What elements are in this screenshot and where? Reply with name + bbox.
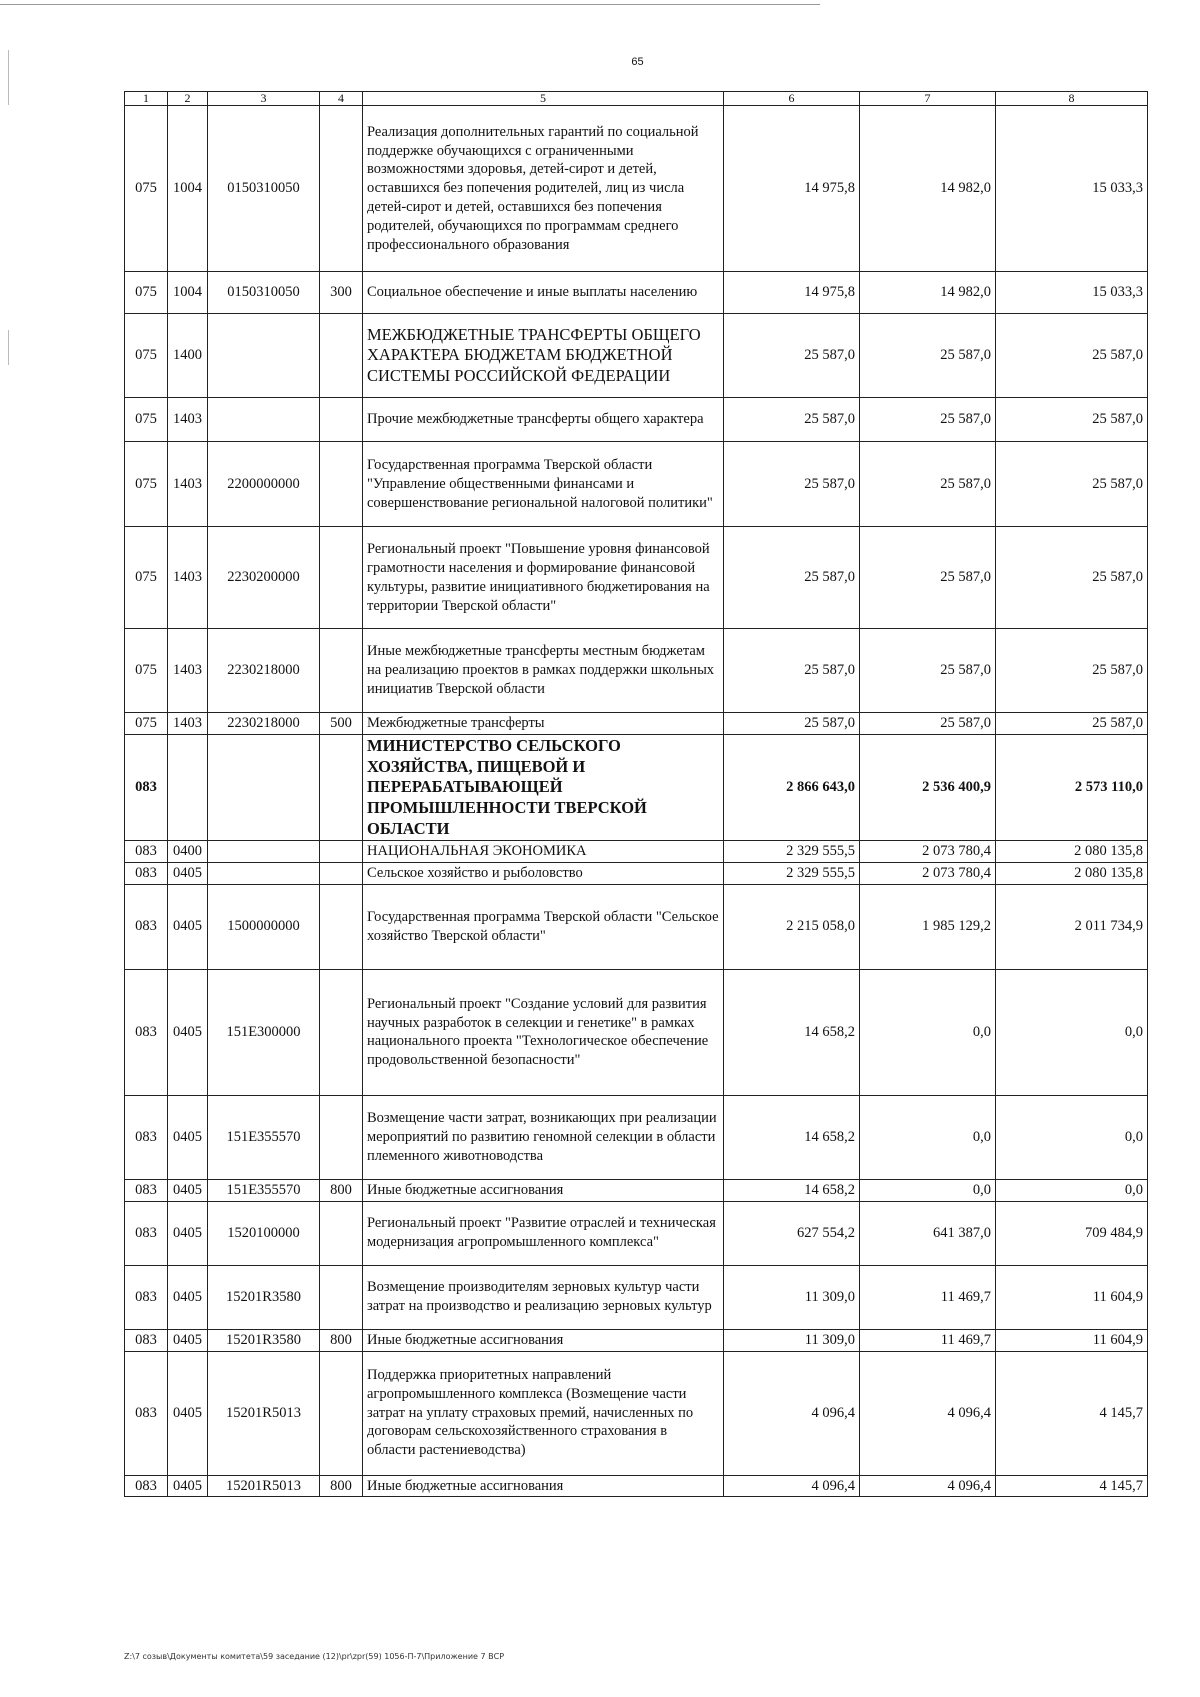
admin-code-cell: 083 (125, 1329, 168, 1351)
section-code-cell: 0405 (168, 1179, 208, 1201)
amount-cell: 25 587,0 (996, 398, 1148, 442)
amount-cell: 2 073 780,4 (860, 863, 996, 885)
expense-type-cell (320, 527, 363, 629)
expense-type-cell (320, 1351, 363, 1475)
section-code-cell: 1403 (168, 398, 208, 442)
amount-cell: 2 011 734,9 (996, 884, 1148, 969)
amount-cell: 2 573 110,0 (996, 735, 1148, 841)
description-cell: НАЦИОНАЛЬНАЯ ЭКОНОМИКА (363, 841, 724, 863)
expense-type-cell (320, 442, 363, 527)
expense-type-cell (320, 1095, 363, 1179)
admin-code-cell: 083 (125, 1265, 168, 1329)
target-article-cell: 2230200000 (208, 527, 320, 629)
admin-code-cell: 083 (125, 841, 168, 863)
target-article-cell (208, 841, 320, 863)
description-cell: Региональный проект "Развитие отраслей и техническая модернизация агропромышленного комплекса" (363, 1201, 724, 1265)
amount-cell: 14 975,8 (724, 272, 860, 314)
amount-cell: 25 587,0 (996, 527, 1148, 629)
section-code-cell: 0405 (168, 884, 208, 969)
amount-cell: 2 215 058,0 (724, 884, 860, 969)
table-row (125, 735, 1148, 841)
section-code-cell: 0405 (168, 863, 208, 885)
section-code-cell: 1004 (168, 272, 208, 314)
target-article-cell: 15201R3580 (208, 1329, 320, 1351)
description-cell: Возмещение части затрат, возникающих при реализации мероприятий по развитию геномной селекции в области племенного животноводства (363, 1095, 724, 1179)
target-article-cell (208, 398, 320, 442)
target-article-cell: 151E355570 (208, 1179, 320, 1201)
amount-cell: 14 975,8 (724, 106, 860, 272)
amount-cell: 25 587,0 (724, 527, 860, 629)
expense-type-cell: 500 (320, 713, 363, 735)
target-article-cell: 0150310050 (208, 106, 320, 272)
amount-cell: 2 073 780,4 (860, 841, 996, 863)
amount-cell: 2 536 400,9 (860, 735, 996, 841)
amount-cell: 25 587,0 (860, 314, 996, 398)
table-row (125, 1095, 1148, 1179)
target-article-cell: 151E300000 (208, 969, 320, 1095)
table-row (125, 1475, 1148, 1497)
admin-code-cell: 083 (125, 1351, 168, 1475)
section-code-cell: 1403 (168, 629, 208, 713)
admin-code-cell: 075 (125, 272, 168, 314)
amount-cell: 25 587,0 (860, 629, 996, 713)
page-number: 65 (631, 56, 644, 68)
table-row (125, 272, 1148, 314)
amount-cell: 4 145,7 (996, 1351, 1148, 1475)
amount-cell: 14 982,0 (860, 272, 996, 314)
target-article-cell (208, 863, 320, 885)
description-cell: Прочие межбюджетные трансферты общего характера (363, 398, 724, 442)
target-article-cell (208, 314, 320, 398)
target-article-cell: 15201R3580 (208, 1265, 320, 1329)
amount-cell: 2 329 555,5 (724, 863, 860, 885)
column-number: 8 (996, 92, 1148, 106)
expense-type-cell (320, 884, 363, 969)
description-cell: Иные бюджетные ассигнования (363, 1329, 724, 1351)
amount-cell: 0,0 (996, 969, 1148, 1095)
amount-cell: 15 033,3 (996, 272, 1148, 314)
amount-cell: 4 096,4 (724, 1351, 860, 1475)
target-article-cell: 1500000000 (208, 884, 320, 969)
amount-cell: 4 145,7 (996, 1475, 1148, 1497)
column-number: 3 (208, 92, 320, 106)
admin-code-cell: 083 (125, 863, 168, 885)
table-row (125, 398, 1148, 442)
target-article-cell (208, 735, 320, 841)
amount-cell: 4 096,4 (860, 1351, 996, 1475)
section-code-cell: 0405 (168, 1475, 208, 1497)
target-article-cell: 15201R5013 (208, 1351, 320, 1475)
admin-code-cell: 075 (125, 106, 168, 272)
target-article-cell: 2230218000 (208, 629, 320, 713)
amount-cell: 14 658,2 (724, 969, 860, 1095)
admin-code-cell: 083 (125, 1201, 168, 1265)
description-cell: Иные межбюджетные трансферты местным бюджетам на реализацию проектов в рамках поддержки школьных инициатив Тверской области (363, 629, 724, 713)
column-number: 4 (320, 92, 363, 106)
expense-type-cell: 300 (320, 272, 363, 314)
target-article-cell: 15201R5013 (208, 1475, 320, 1497)
amount-cell: 0,0 (860, 1179, 996, 1201)
description-cell: Сельское хозяйство и рыболовство (363, 863, 724, 885)
amount-cell: 25 587,0 (724, 629, 860, 713)
section-code-cell: 0405 (168, 1329, 208, 1351)
admin-code-cell: 075 (125, 398, 168, 442)
admin-code-cell: 083 (125, 1095, 168, 1179)
description-cell: Межбюджетные трансферты (363, 713, 724, 735)
description-cell: Поддержка приоритетных направлений агропромышленного комплекса (Возмещение части затрат на уплату страховых премий, начисленных по договорам сельскохозяйственного страхования в области растениеводства) (363, 1351, 724, 1475)
admin-code-cell: 083 (125, 1475, 168, 1497)
admin-code-cell: 075 (125, 527, 168, 629)
amount-cell: 25 587,0 (860, 713, 996, 735)
section-code-cell: 0405 (168, 1095, 208, 1179)
description-cell: Возмещение производителям зерновых культур части затрат на производство и реализацию зерновых культур (363, 1265, 724, 1329)
table-row (125, 884, 1148, 969)
amount-cell: 0,0 (860, 969, 996, 1095)
admin-code-cell: 075 (125, 314, 168, 398)
amount-cell: 25 587,0 (724, 713, 860, 735)
amount-cell: 25 587,0 (996, 442, 1148, 527)
scan-margin-mark (8, 330, 9, 365)
expense-type-cell (320, 969, 363, 1095)
column-number: 2 (168, 92, 208, 106)
amount-cell: 14 658,2 (724, 1179, 860, 1201)
amount-cell: 4 096,4 (724, 1475, 860, 1497)
section-code-cell: 1400 (168, 314, 208, 398)
footer-file-path: Z:\7 созыв\Документы комитета\59 заседание (12)\pr\zpr(59) 1056-П-7\Приложение 7 ВСР (124, 1652, 505, 1661)
column-number-row (125, 92, 1148, 106)
section-code-cell: 0400 (168, 841, 208, 863)
description-cell: Региональный проект "Повышение уровня финансовой грамотности населения и формирование финансовой культуры, развитие инициативного бюджетирования на территории Тверской области" (363, 527, 724, 629)
amount-cell: 25 587,0 (724, 442, 860, 527)
description-cell: Реализация дополнительных гарантий по социальной поддержке обучающихся с ограниченными возможностями здоровья, детей-сирот и детей, оставшихся без попечения родителей, лиц из числа детей-сирот и детей, оставшихся без попечения родителей, обучающихся по программам среднего профессионального образования (363, 106, 724, 272)
section-code-cell: 0405 (168, 1351, 208, 1475)
admin-code-cell: 075 (125, 713, 168, 735)
expense-type-cell (320, 106, 363, 272)
expense-type-cell (320, 314, 363, 398)
column-number: 7 (860, 92, 996, 106)
description-cell: Государственная программа Тверской области "Сельское хозяйство Тверской области" (363, 884, 724, 969)
target-article-cell: 2230218000 (208, 713, 320, 735)
table-row (125, 629, 1148, 713)
section-code-cell (168, 735, 208, 841)
budget-table (124, 91, 1148, 1497)
admin-code-cell: 075 (125, 629, 168, 713)
amount-cell: 11 604,9 (996, 1329, 1148, 1351)
description-cell: Социальное обеспечение и иные выплаты населению (363, 272, 724, 314)
admin-code-cell: 083 (125, 884, 168, 969)
amount-cell: 25 587,0 (860, 398, 996, 442)
amount-cell: 11 604,9 (996, 1265, 1148, 1329)
amount-cell: 25 587,0 (996, 713, 1148, 735)
amount-cell: 14 658,2 (724, 1095, 860, 1179)
description-cell: Государственная программа Тверской области "Управление общественными финансами и совершенствование региональной налоговой политики" (363, 442, 724, 527)
amount-cell: 2 329 555,5 (724, 841, 860, 863)
admin-code-cell: 083 (125, 735, 168, 841)
admin-code-cell: 075 (125, 442, 168, 527)
expense-type-cell (320, 629, 363, 713)
amount-cell: 0,0 (996, 1179, 1148, 1201)
table-row (125, 1265, 1148, 1329)
amount-cell: 0,0 (860, 1095, 996, 1179)
column-number: 5 (363, 92, 724, 106)
amount-cell: 2 080 135,8 (996, 863, 1148, 885)
amount-cell: 15 033,3 (996, 106, 1148, 272)
target-article-cell: 2200000000 (208, 442, 320, 527)
column-number: 6 (724, 92, 860, 106)
expense-type-cell (320, 863, 363, 885)
table-row (125, 527, 1148, 629)
table-row (125, 314, 1148, 398)
expense-type-cell (320, 1201, 363, 1265)
expense-type-cell (320, 841, 363, 863)
section-code-cell: 0405 (168, 969, 208, 1095)
amount-cell: 1 985 129,2 (860, 884, 996, 969)
expense-type-cell: 800 (320, 1179, 363, 1201)
amount-cell: 0,0 (996, 1095, 1148, 1179)
table-row (125, 1201, 1148, 1265)
expense-type-cell: 800 (320, 1475, 363, 1497)
table-row (125, 442, 1148, 527)
admin-code-cell: 083 (125, 969, 168, 1095)
amount-cell: 25 587,0 (860, 527, 996, 629)
amount-cell: 25 587,0 (996, 629, 1148, 713)
amount-cell: 11 469,7 (860, 1265, 996, 1329)
amount-cell: 2 080 135,8 (996, 841, 1148, 863)
amount-cell: 25 587,0 (996, 314, 1148, 398)
table-row (125, 1179, 1148, 1201)
amount-cell: 2 866 643,0 (724, 735, 860, 841)
description-cell: МИНИСТЕРСТВО СЕЛЬСКОГО ХОЗЯЙСТВА, ПИЩЕВОЙ И ПЕРЕРАБАТЫВАЮЩЕЙ ПРОМЫШЛЕННОСТИ ТВЕРСКОЙ ОБЛАСТИ (363, 735, 724, 841)
description-cell: Иные бюджетные ассигнования (363, 1475, 724, 1497)
section-code-cell: 1004 (168, 106, 208, 272)
section-code-cell: 1403 (168, 713, 208, 735)
section-code-cell: 1403 (168, 442, 208, 527)
target-article-cell: 151E355570 (208, 1095, 320, 1179)
table-row (125, 863, 1148, 885)
amount-cell: 25 587,0 (860, 442, 996, 527)
expense-type-cell (320, 735, 363, 841)
description-cell: Региональный проект "Создание условий для развития научных разработок в селекции и генетике" в рамках национального проекта "Технологическое обеспечение продовольственной безопасности" (363, 969, 724, 1095)
admin-code-cell: 083 (125, 1179, 168, 1201)
table-row (125, 106, 1148, 272)
expense-type-cell: 800 (320, 1329, 363, 1351)
column-number: 1 (125, 92, 168, 106)
amount-cell: 627 554,2 (724, 1201, 860, 1265)
expense-type-cell (320, 398, 363, 442)
table-row (125, 1351, 1148, 1475)
table-row (125, 841, 1148, 863)
expense-type-cell (320, 1265, 363, 1329)
amount-cell: 709 484,9 (996, 1201, 1148, 1265)
amount-cell: 25 587,0 (724, 314, 860, 398)
target-article-cell: 0150310050 (208, 272, 320, 314)
description-cell: Иные бюджетные ассигнования (363, 1179, 724, 1201)
table-row (125, 1329, 1148, 1351)
section-code-cell: 0405 (168, 1265, 208, 1329)
amount-cell: 11 309,0 (724, 1329, 860, 1351)
table-row (125, 713, 1148, 735)
table-row (125, 969, 1148, 1095)
amount-cell: 25 587,0 (724, 398, 860, 442)
description-cell: МЕЖБЮДЖЕТНЫЕ ТРАНСФЕРТЫ ОБЩЕГО ХАРАКТЕРА БЮДЖЕТАМ БЮДЖЕТНОЙ СИСТЕМЫ РОССИЙСКОЙ ФЕДЕРАЦИИ (363, 314, 724, 398)
amount-cell: 11 469,7 (860, 1329, 996, 1351)
amount-cell: 14 982,0 (860, 106, 996, 272)
amount-cell: 4 096,4 (860, 1475, 996, 1497)
amount-cell: 641 387,0 (860, 1201, 996, 1265)
amount-cell: 11 309,0 (724, 1265, 860, 1329)
section-code-cell: 1403 (168, 527, 208, 629)
target-article-cell: 1520100000 (208, 1201, 320, 1265)
scan-top-edge (0, 4, 820, 5)
section-code-cell: 0405 (168, 1201, 208, 1265)
